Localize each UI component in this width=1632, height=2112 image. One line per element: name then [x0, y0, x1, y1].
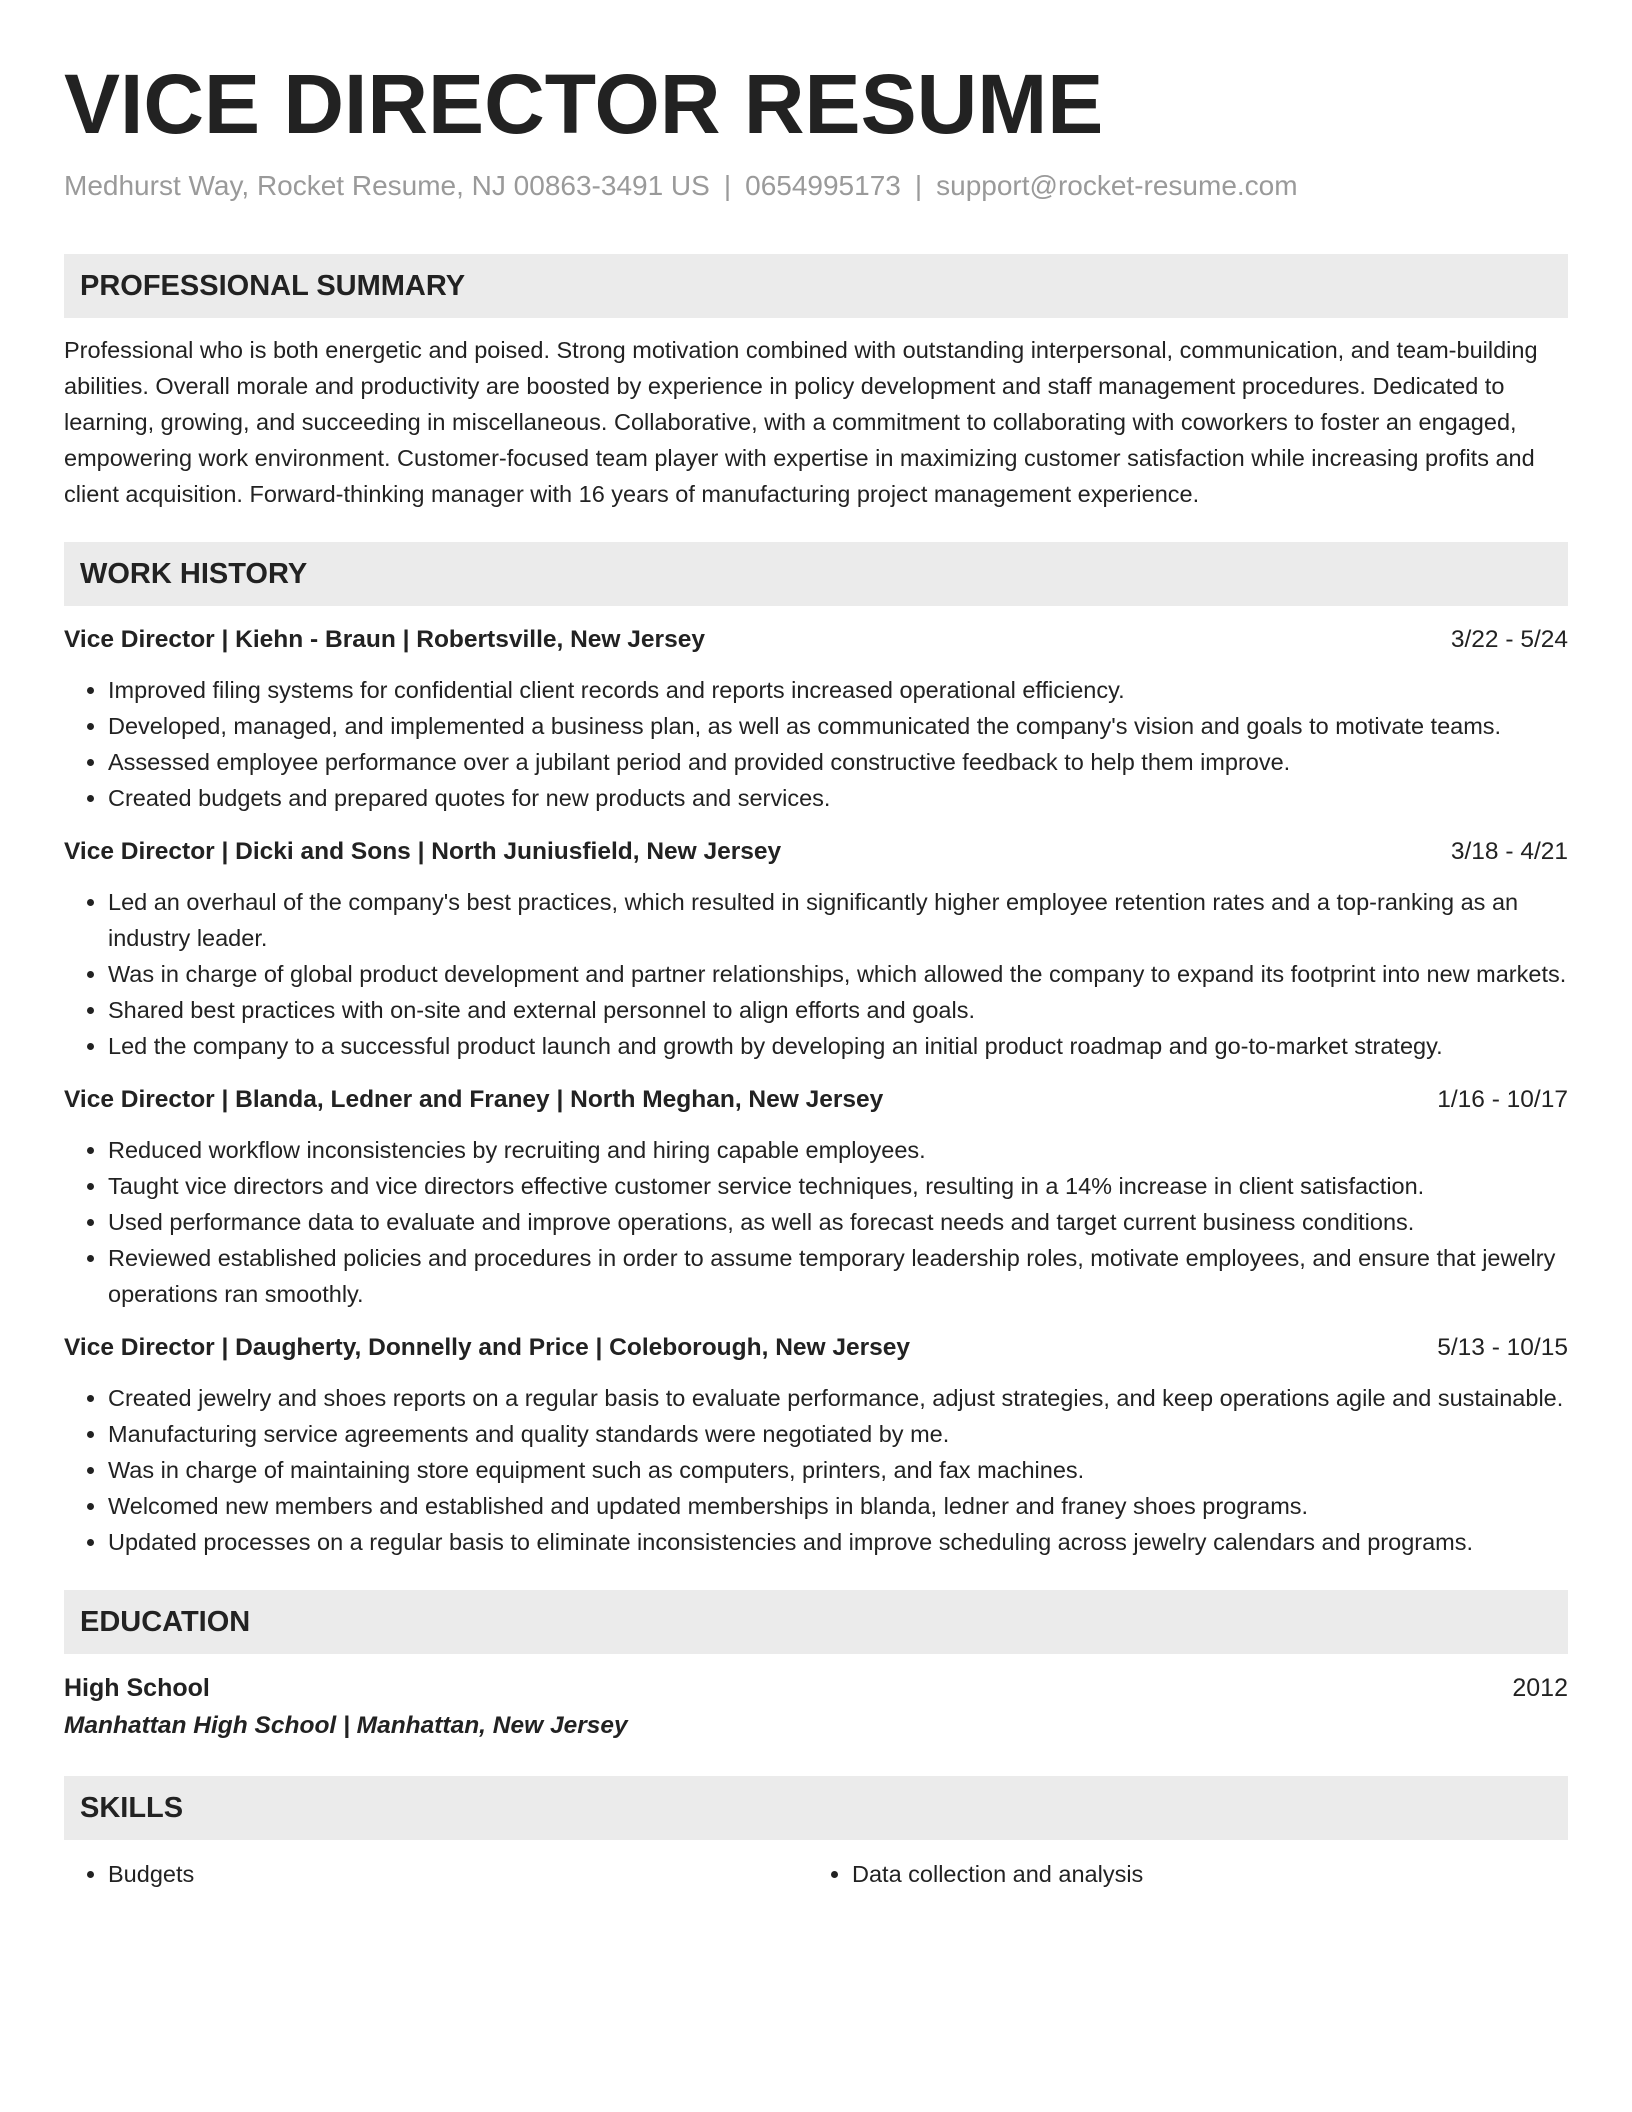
job-bullet: • Assessed employee performance over a jubilant period and provided constructive feedback to help them improve.	[108, 744, 1568, 780]
skills-column-right	[808, 1856, 1552, 1892]
education-degree: High School	[64, 1674, 210, 1702]
job-header	[64, 834, 1568, 870]
skill-item: • Data collection and analysis	[852, 1856, 1552, 1892]
resume-page	[64, 0, 1568, 1892]
education-entry	[64, 1670, 1568, 1746]
job-bullets	[64, 672, 1568, 816]
section-header-skills: SKILLS	[64, 1776, 1568, 1840]
skill-item: • Budgets	[108, 1856, 808, 1892]
job-header	[64, 622, 1568, 658]
section-header-education: EDUCATION	[64, 1590, 1568, 1654]
job-entry	[64, 1330, 1568, 1560]
contact-phone: 0654995173	[745, 170, 901, 201]
job-bullets	[64, 1132, 1568, 1312]
job-dates: 1/16 - 10/17	[1437, 1086, 1568, 1113]
job-entry	[64, 834, 1568, 1064]
job-title: Vice Director | Kiehn - Braun | Robertsville, New Jersey	[64, 626, 705, 653]
job-bullet: • Developed, managed, and implemented a business plan, as well as communicated the company's vision and goals to motivate teams.	[108, 708, 1568, 744]
job-entry	[64, 622, 1568, 816]
job-header	[64, 1082, 1568, 1118]
job-bullet: • Shared best practices with on-site and external personnel to align efforts and goals.	[108, 992, 1568, 1028]
job-header	[64, 1330, 1568, 1366]
education-year: 2012	[1512, 1674, 1568, 1702]
job-bullet: • Reduced workflow inconsistencies by recruiting and hiring capable employees.	[108, 1132, 1568, 1168]
job-bullets	[64, 884, 1568, 1064]
job-bullet: • Created budgets and prepared quotes for new products and services.	[108, 780, 1568, 816]
job-bullets	[64, 1380, 1568, 1560]
job-bullet: • Reviewed established policies and procedures in order to assume temporary leadership roles, motivate employees, and ensure that jewelry operations ran smoothly.	[108, 1240, 1568, 1312]
skills-column-left	[64, 1856, 808, 1892]
job-title: Vice Director | Blanda, Ledner and Franey | North Meghan, New Jersey	[64, 1086, 884, 1113]
summary-text: Professional who is both energetic and poised. Strong motivation combined with outstanding interpersonal, communication, and team-building abilities. Overall morale and productivity are boosted by experience in policy development and staff management procedures. Dedicated to learning, growing, and succeeding in miscellaneous. Collaborative, with a commitment to collaborating with coworkers to foster an engaged, empowering work environment. Customer-focused team player with expertise in maximizing customer satisfaction while increasing profits and client acquisition. Forward-thinking manager with 16 years of manufacturing project management experience.	[64, 337, 1538, 507]
education-header	[64, 1670, 1568, 1706]
job-title: Vice Director | Daugherty, Donnelly and Price | Coleborough, New Jersey	[64, 1334, 911, 1361]
job-title: Vice Director | Dicki and Sons | North Juniusfield, New Jersey	[64, 838, 782, 865]
section-header-work-history: WORK HISTORY	[64, 542, 1568, 606]
contact-line	[64, 168, 1568, 204]
education-school: Manhattan High School | Manhattan, New Jersey	[64, 1712, 628, 1739]
job-dates: 5/13 - 10/15	[1437, 1334, 1568, 1361]
contact-separator: |	[723, 170, 732, 201]
job-bullet: • Was in charge of global product development and partner relationships, which allowed the company to expand its footprint into new markets.	[108, 956, 1568, 992]
job-bullet: • Led an overhaul of the company's best practices, which resulted in significantly higher employee retention rates and a top-ranking as an industry leader.	[108, 884, 1568, 956]
skills-list	[64, 1856, 1568, 1892]
contact-email: support@rocket-resume.com	[936, 170, 1298, 201]
job-bullet: • Led the company to a successful product launch and growth by developing an initial product roadmap and go-to-market strategy.	[108, 1028, 1568, 1064]
contact-separator: |	[914, 170, 923, 201]
job-bullet: • Updated processes on a regular basis to eliminate inconsistencies and improve scheduling across jewelry calendars and programs.	[108, 1524, 1568, 1560]
job-bullet: • Created jewelry and shoes reports on a regular basis to evaluate performance, adjust strategies, and keep operations agile and sustainable.	[108, 1380, 1568, 1416]
job-dates: 3/18 - 4/21	[1450, 838, 1568, 865]
job-bullet: • Was in charge of maintaining store equipment such as computers, printers, and fax machines.	[108, 1452, 1568, 1488]
job-bullet: • Welcomed new members and established and updated memberships in blanda, ledner and franey shoes programs.	[108, 1488, 1568, 1524]
job-bullet: • Used performance data to evaluate and improve operations, as well as forecast needs and target current business conditions.	[108, 1204, 1568, 1240]
job-bullet: • Manufacturing service agreements and quality standards were negotiated by me.	[108, 1416, 1568, 1452]
section-header-summary: PROFESSIONAL SUMMARY	[64, 254, 1568, 318]
job-dates: 3/22 - 5/24	[1450, 626, 1568, 653]
resume-title: VICE DIRECTOR RESUME	[64, 57, 1104, 151]
job-entry	[64, 1082, 1568, 1312]
job-bullet: • Taught vice directors and vice directors effective customer service techniques, resulting in a 14% increase in client satisfaction.	[108, 1168, 1568, 1204]
job-bullet: • Improved filing systems for confidential client records and reports increased operational efficiency.	[108, 672, 1568, 708]
contact-address: Medhurst Way, Rocket Resume, NJ 00863-3491 US	[64, 170, 710, 201]
